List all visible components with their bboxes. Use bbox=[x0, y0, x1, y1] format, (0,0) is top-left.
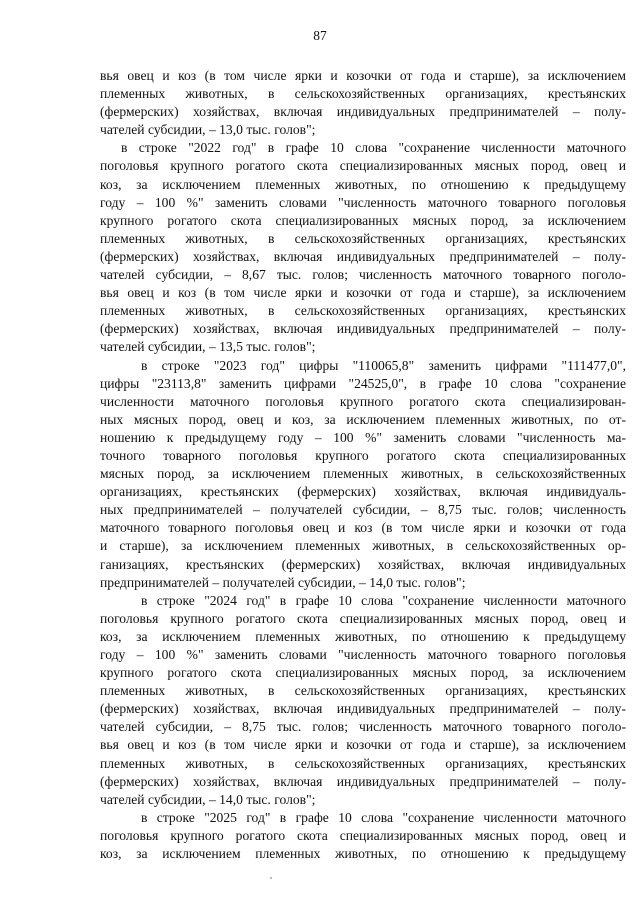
text-line: (фермерских) хозяйствах, включая индивидуальных предпринимателей – полу- bbox=[100, 248, 626, 264]
text-line: ношению к предыдущему году – 100 %" заменить словами "численность ма- bbox=[100, 429, 626, 445]
text-line: коз, за исключением племенных животных, по отношению к предыдущему bbox=[100, 846, 626, 862]
text-line: племенных животных, в сельскохозяйственных организациях, крестьянских bbox=[100, 755, 626, 771]
text-line: году – 100 %" заменить словами "численность маточного товарного поголовья bbox=[100, 194, 626, 210]
text-line: коз, за исключением племенных животных, по отношению к предыдущему bbox=[100, 176, 626, 192]
text-line: и старше), за исключением племенных животных, в сельскохозяйственных ор- bbox=[100, 538, 626, 554]
text-line: племенных животных, в сельскохозяйственных организациях, крестьянских bbox=[100, 683, 626, 699]
text-line: году – 100 %" заменить словами "численность маточного товарного поголовья bbox=[100, 647, 626, 662]
text-line: (фермерских) хозяйствах, включая индивидуальных предпринимателей – полу- bbox=[100, 773, 626, 789]
text-line: крупного рогатого скота специализированных мясных пород, за исключением bbox=[100, 212, 626, 228]
text-line: ганизациях, крестьянских (фермерских) хозяйствах, включая индивидуальных bbox=[100, 556, 626, 572]
text-line: (фермерских) хозяйствах, включая индивидуальных предпринимателей – полу- bbox=[100, 321, 626, 337]
scan-dot bbox=[270, 877, 272, 879]
text-line: (фермерских) хозяйствах, включая индивидуальных предпринимателей – полу- bbox=[100, 104, 626, 120]
page-number: 87 bbox=[313, 28, 327, 43]
text-line: точного товарного поголовья крупного рогатого скота специализированных bbox=[100, 447, 626, 463]
paragraph-start-line: в строке "2023 год" цифры "110065,8" заменить цифрами "111477,0", bbox=[141, 357, 626, 373]
text-line: племенных животных, в сельскохозяйственных организациях, крестьянских bbox=[100, 230, 626, 246]
paragraph-start-line: в строке "2025 год" в графе 10 слова "сохранение численности маточного bbox=[141, 809, 626, 825]
text-line: мясных пород, за исключением племенных животных, в сельскохозяйственных bbox=[100, 466, 626, 482]
text-line: предпринимателей – получателей субсидии, – 14,0 тыс. голов"; bbox=[100, 574, 466, 590]
text-line: чателей субсидии, – 8,67 тыс. голов; численность маточного товарного поголо- bbox=[100, 267, 626, 283]
text-line: вья овец и коз (в том числе ярки и козочки от года и старше), за исключением bbox=[100, 285, 626, 301]
text-line: чателей субсидии, – 13,5 тыс. голов"; bbox=[100, 339, 316, 355]
text-line: чателей субсидии, – 13,0 тыс. голов"; bbox=[100, 122, 316, 138]
text-line: организациях, крестьянских (фермерских) хозяйствах, включая индивидуаль- bbox=[100, 484, 626, 500]
text-line: поголовья крупного рогатого скота специализированных мясных пород, овец и bbox=[100, 158, 626, 174]
text-line: племенных животных, в сельскохозяйственных организациях, крестьянских bbox=[100, 303, 626, 319]
text-line: ных мясных пород, овец и коз, за исключением племенных животных, по от- bbox=[100, 411, 626, 427]
text-line: чателей субсидии, – 14,0 тыс. голов"; bbox=[100, 791, 316, 807]
text-line: вья овец и коз (в том числе ярки и козочки от года и старше), за исключением bbox=[100, 68, 626, 83]
text-line: маточного товарного поголовья овец и коз (в том числе ярки и козочки от года bbox=[100, 520, 626, 536]
text-line: крупного рогатого скота специализированных мясных пород, за исключением bbox=[100, 665, 626, 681]
paragraph-start-line: в строке "2024 год" в графе 10 слова "сохранение численности маточного bbox=[141, 592, 626, 608]
body-text bbox=[100, 67, 626, 863]
text-line: племенных животных, в сельскохозяйственных организациях, крестьянских bbox=[100, 86, 626, 102]
paragraph-start-line: в строке "2022 год" в графе 10 слова "сохранение численности маточного bbox=[121, 140, 626, 156]
text-line: поголовья крупного рогатого скота специализированных мясных пород, овец и bbox=[100, 827, 626, 843]
text-line: вья овец и коз (в том числе ярки и козочки от года и старше), за исключением bbox=[100, 737, 626, 753]
text-line: (фермерских) хозяйствах, включая индивидуальных предпринимателей – полу- bbox=[100, 701, 626, 717]
text-line: численности маточного поголовья крупного рогатого скота специализирован- bbox=[100, 393, 626, 409]
text-line: чателей субсидии, – 8,75 тыс. голов; численность маточного товарного поголо- bbox=[100, 719, 626, 735]
text-line: ных предпринимателей – получателей субсидии, – 8,75 тыс. голов; численность bbox=[100, 502, 626, 518]
text-line: коз, за исключением племенных животных, по отношению к предыдущему bbox=[100, 628, 626, 644]
text-line: поголовья крупного рогатого скота специализированных мясных пород, овец и bbox=[100, 610, 626, 626]
text-line: цифры "23113,8" заменить цифрами "24525,0", в графе 10 слова "сохранение bbox=[100, 375, 626, 391]
